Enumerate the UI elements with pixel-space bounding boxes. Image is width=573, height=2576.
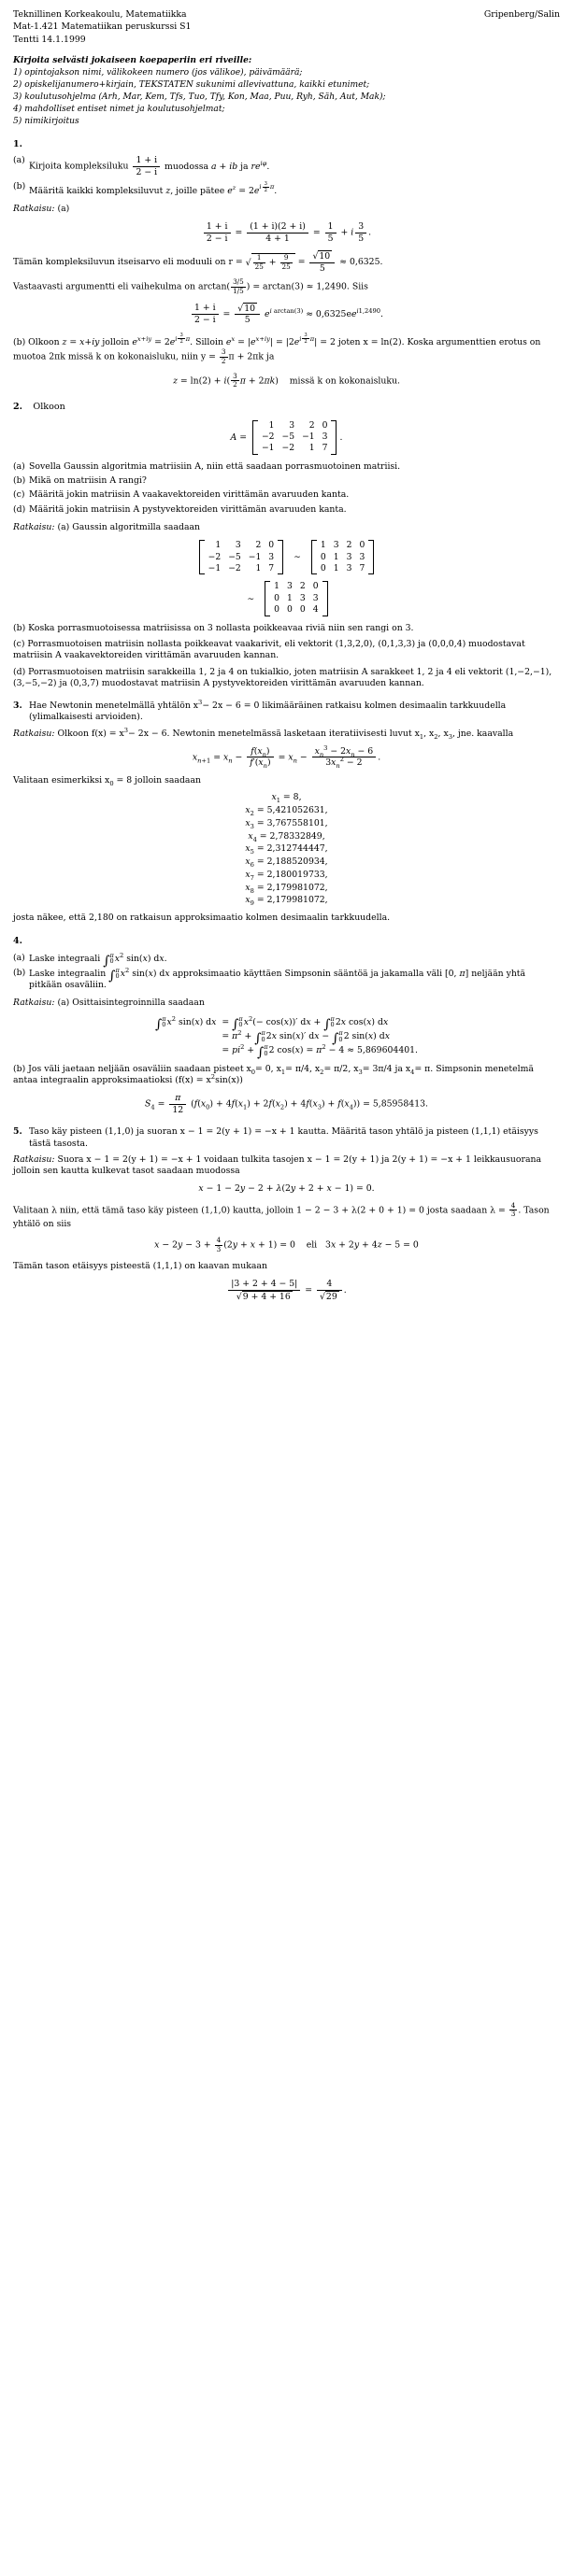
authors-line: Gripenberg/Salin: [483, 9, 560, 20]
item-body-2a: Sovella Gaussin algoritmia matriisiin A, niin että saadaan porrasmuotoinen matriisi.: [29, 460, 401, 472]
iterate-row: $x_1 = 8$,: [271, 792, 302, 805]
item-label-2c: (c): [13, 489, 25, 501]
newton-conclusion: josta näkee, että 2,180 on ratkaisun approksimaatio kolmen desimaalin tarkkuudella.: [13, 912, 391, 923]
problem-2-number: 2. Olkoon: [13, 401, 65, 412]
matrix-gauss-step-1: [13, 540, 560, 574]
item-body-2d: Määritä jokin matriisin A pystyvektoreiden virittämän avaruuden kanta.: [29, 503, 347, 515]
iterate-row: $x_4 = 2,78332849$,: [248, 830, 325, 843]
newton-formula: $x_{n+1} = x_n$ − $\frac{f(x_n)}{f'(x_n)}$ = $x_n$ − $\frac{x_n^3 - 2x_n - 6}{3x_n^2 - 2}$ .: [192, 743, 381, 771]
matrix-step2: 1 3 2 0 0 1 3 3 0 1 3 7: [311, 540, 374, 574]
iterate-row: $x_8 = 2,179981072$,: [245, 882, 328, 895]
iterate-row: $x_5 = 2,312744447$,: [245, 843, 328, 856]
sqrt-modulus: √ $\frac{1}{25}$ + $\frac{9}{25}$: [246, 253, 295, 271]
iterate-row: $x_2 = 5,421052631$,: [245, 805, 328, 817]
paragraph-1b-solution: (b) Olkoon z = x+iy jolloin $e^{x+iy} = 2e^{i \frac{3}{2} \pi}$. Silloin $e^x = |e^{x+iy}| = |2e^{i \frac{3}{2} \pi}| = 2$ joten x = ln(2). Koska argumenttien erotus on muotoa 2πk missä k on kokonaisluku, niin y = $\frac{3}{2}$ π + 2πk ja: [13, 333, 541, 365]
plane-equation-final: x − 2y − 3 + $\frac{4}{3}$ (2y + x + 1) = 0 eli 3x + 2y + 4z − 5 = 0: [154, 1236, 419, 1253]
institution-line: Teknillinen Korkeakoulu, Matematiikka: [13, 9, 187, 20]
iterate-row: $x_9 = 2,179981072$,: [245, 895, 328, 908]
paragraph-argument: Vastaavasti argumentti eli vaihekulma on arctan( $\frac{3/5}{1/5}$ ) = arctan(3) ≈ 1,2490. Siis: [13, 277, 368, 296]
problem-3: [13, 698, 560, 724]
text-1a-pre: Kirjoita kompleksiluku: [29, 162, 129, 173]
solution-4-label: Ratkaisu: (a) Osittaisintegroinnilla saadaan: [13, 998, 205, 1009]
tilde-operator: ∼: [247, 593, 255, 604]
item-label-2d: (d): [13, 503, 26, 515]
header-right: [484, 9, 560, 47]
problem-4-number: 4.: [13, 935, 23, 946]
problem-2c: [13, 489, 560, 501]
matrix-A: 1 3 2 0 −2 −5 −1 3 −1 −2 1 7: [252, 420, 337, 455]
iterate-row: $x_3 = 3,767558101$,: [245, 817, 328, 830]
integral-derivation: ∫ π 0 $x^2$ sin(x) dx = ∫ π 0 $x^2(- \cos(x))'$ dx + ∫ π 0 2x cos(x) dx = $\pi^2$ + ∫ π 0 2x sin(x)′ dx − ∫ π 0 2 sin(x) dx = $pi^2$ + ∫ π 0 2 $\cos(x) = \pi^2 - 4 \approx 5,869604401$.: [154, 1014, 419, 1061]
problem-4b: [13, 968, 560, 992]
iterate-row: $x_6 = 2,188520934$,: [245, 856, 328, 870]
course-line: Mat-1.421 Matematiikan peruskurssi S1: [13, 21, 192, 33]
item-label-4b: (b): [13, 967, 26, 978]
solution-2c-text: (c) Porrasmuotoisen matriisin nollasta poikkeavat vaakarivit, eli vektorit (1,3,2,0), (0,1,3,3) ja (0,0,0,4) muodostavat matriisin A vaakavektoreiden virittämän avaruuden kannan.: [13, 638, 525, 661]
page-header: [13, 9, 560, 47]
problem-3-body: Hae Newtonin menetelmällä yhtälön $x^3- 2x - 6 = 0$ likimääräinen ratkaisu kolmen desimaalin tarkkuudella (ylimalkaisesti arvioiden).: [29, 698, 507, 723]
problem-5-number: 5.: [13, 1126, 22, 1138]
problem-1-number: 1.: [13, 138, 23, 149]
exam-date-line: Tentti 14.1.1999: [13, 34, 86, 45]
instructions-block: [13, 55, 560, 127]
instruction-line: 4) mahdolliset entiset nimet ja koulutusohjelmat;: [13, 104, 225, 114]
solution-2-label: Ratkaisu: (a) Gaussin algoritmilla saadaan: [13, 521, 201, 532]
problem-3-number: 3.: [13, 701, 22, 712]
instruction-line: 1) opintojakson nimi, välikokeen numero (jos välikoe), päivämäärä;: [13, 67, 303, 78]
text-1a-post: muodossa a + ib ja $re^{i\varphi}$.: [165, 159, 270, 173]
instruction-line: 3) koulutusohjelma (Arh, Mar, Kem, Tfs, Tuo, Tfy, Kon, Maa, Puu, Ryh, Säh, Aut, Mak);: [13, 92, 386, 102]
item-label-2b: (b): [13, 475, 26, 487]
problem-1b: [13, 181, 560, 197]
problem-1a: [13, 155, 560, 177]
item-body-4a: Laske integraali ∫ π 0 $x^2$ sin(x) dx.: [29, 951, 167, 969]
simpson-formula: $S_4$ = $\frac{\pi}{12}$ $(f(x_0) + 4f(x_1) + 2f(x_2) + 4f(x_3) + f(x_4)) = 5,85958413$.: [144, 1093, 428, 1115]
header-left: [13, 9, 191, 47]
iterate-row: $x_7 = 2,180019733$,: [245, 869, 328, 882]
newton-iterates: [13, 792, 560, 906]
solution-2b-text: (b) Koska porrasmuotoisessa matriisissa on 3 nollasta poikkeavaa riviä niin sen rangi on 3.: [13, 622, 414, 633]
item-body-2c: Määritä jokin matriisin A vaakavektoreiden virittämän avaruuden kanta.: [29, 489, 350, 501]
problem-2b: [13, 475, 560, 487]
distance-text: Tämän tason etäisyys pisteestä (1,1,1) on kaavan mukaan: [13, 1260, 267, 1271]
solution-5-text: Ratkaisu: Suora x − 1 = 2(y + 1) = −x + 1 voidaan tulkita tasojen x − 1 = 2(y + 1) ja 2(y + 1) = −x + 1 leikkausuorana jolloin sen kautta kulkevat tasot saadaan muodossa: [13, 1154, 542, 1177]
item-label-2a: (a): [13, 460, 25, 472]
item-body-2b: Mikä on matriisin A rangi?: [29, 475, 147, 487]
matrix-gauss-step-2: [13, 581, 560, 616]
newton-initial-text: Valitaan esimerkiksi $x_0 = 8$ jolloin saadaan: [13, 775, 201, 787]
paragraph-modulus: Tämän kompleksiluvun itseisarvo eli moduuli on r = √ $\frac{1}{25}$ + $\frac{9}{25}$ = $\frac{√10}{5}$ ≈ 0,6325.: [13, 251, 383, 274]
item-label-4a: (a): [13, 952, 25, 963]
item-body-1b: Määritä kaikki kompleksiluvut z, joille pätee $e^z = 2e^{i \frac{3}{2} \pi}$.: [29, 180, 278, 196]
item-label-1b: (b): [13, 180, 26, 191]
plane-family-equation: x − 1 − 2y − 2 + λ(2y + 2 + x − 1) = 0.: [198, 1183, 375, 1195]
item-label-1a: (a): [13, 155, 25, 166]
equation-1a-final: $\frac{1 + i}{2 - i}$ = $\frac{√10}{5}$ $e^{i arctan(3)} \approx 0,6325ee^{i1,2490}$.: [13, 303, 560, 326]
problem-5-body: Taso käy pisteen (1,1,0) ja suoran x − 1 = 2(y + 1) = −x + 1 kautta. Määritä tason yhtälö ja pisteen (1,1,1) etäisyys tästä tasosta.: [29, 1126, 538, 1149]
matrix-original: 1 3 2 0 −2 −5 −1 3 −1 −2 1 7: [199, 540, 284, 574]
solution-3-text: Ratkaisu: Olkoon $f(x) = x^3- 2x - 6$. Newtonin menetelmässä lasketaan iteratiivisesti luvut $x_1$, $x_2$, $x_3$, jne. kaavalla: [13, 726, 514, 741]
tilde-operator: ∼: [294, 552, 301, 563]
problem-2a: [13, 461, 560, 473]
problem-2d: [13, 504, 560, 516]
solution-2a-tag: (a) Gaussin algoritmilla saadaan: [57, 521, 201, 532]
instructions-title: Kirjoita selvästi jokaiseen koepaperiin eri riveille:: [13, 54, 252, 65]
distance-equation: $\frac{|3 + 2 + 4 - 5|}{√9 + 4 + 16}$ = $\frac{4}{√29}$ .: [13, 1279, 560, 1302]
solution-4a-tag: (a) Osittaisintegroinnilla saadaan: [57, 998, 205, 1009]
matrix-A-label: A =: [230, 432, 248, 443]
problem-5: [13, 1126, 560, 1150]
solution-4b-text: (b) Jos väli jaetaan neljään osaväliin saadaan pisteet $x_0= 0$, $x_1= \pi/4$, $x_2= \pi/2$, $x_3= 3\pi/4$ ja $x_4= \pi$. Simpsonin menetelmä antaa integraalin approksimaatioksi $(f(x) = x^2\sin(x))$: [13, 1063, 534, 1085]
equation-1a-1: $\frac{1 + i}{2 - i}$ = $\frac{(1 + i)(2 + i)}{4 + 1}$ = $\frac{1}{5}$ + i $\frac{3}{5}$ .: [13, 221, 560, 244]
matrix-step3: 1 3 2 0 0 1 3 3 0 0 0 4: [265, 581, 327, 616]
solution-1a-tag: (a): [57, 203, 70, 214]
problem-2-intro: Olkoon: [33, 401, 65, 412]
item-body-1a: [29, 155, 560, 177]
item-body-4b: Laske integraalin ∫ π 0 $x^2$ sin(x) dx approksimaatio käyttäen Simpsonin sääntöä ja jakamalla väli [0, π] neljään yhtä pitkään osaväliin.: [29, 966, 526, 991]
instruction-line: 2) opiskelijanumero+kirjain, TEKSTATEN sukunimi allevivattuna, kaikki etunimet;: [13, 79, 370, 90]
solution-1-label: Ratkaisu: (a): [13, 203, 70, 214]
solution-5-lambda-text: Valitaan λ niin, että tämä taso käy pisteen (1,1,0) kautta, jolloin 1 − 2 − 3 + λ(2 + 0 + 1) = 0 josta saadaan λ = $\frac{4}{3}$ . Tason yhtälö on siis: [13, 1200, 550, 1230]
equation-1b-final: z = ln(2) + i( $\frac{3}{2}$ π + 2πk) missä k on kokonaisluku.: [173, 371, 400, 389]
instruction-line: 5) nimikirjoitus: [13, 116, 79, 126]
matrix-A-definition: A = 1 3 2 0 −2 −5 −1 3 −1 −2 1 7 .: [230, 419, 343, 454]
solution-2d-text: (d) Porrasmuotoisen matriisin sarakkeilla 1, 2 ja 4 on tukialkio, joten matriisin A sarakkeet 1, 2 ja 4 eli vektorit (1,−2,−1), (3,−5,−2) ja (0,3,7) muodostavat matriisin A pystyvektoreiden virittämän avaruuden kannan.: [13, 666, 552, 688]
fraction-1a: $\frac{1 + i}{2 - i}$: [133, 155, 160, 177]
problem-4a: [13, 951, 560, 969]
